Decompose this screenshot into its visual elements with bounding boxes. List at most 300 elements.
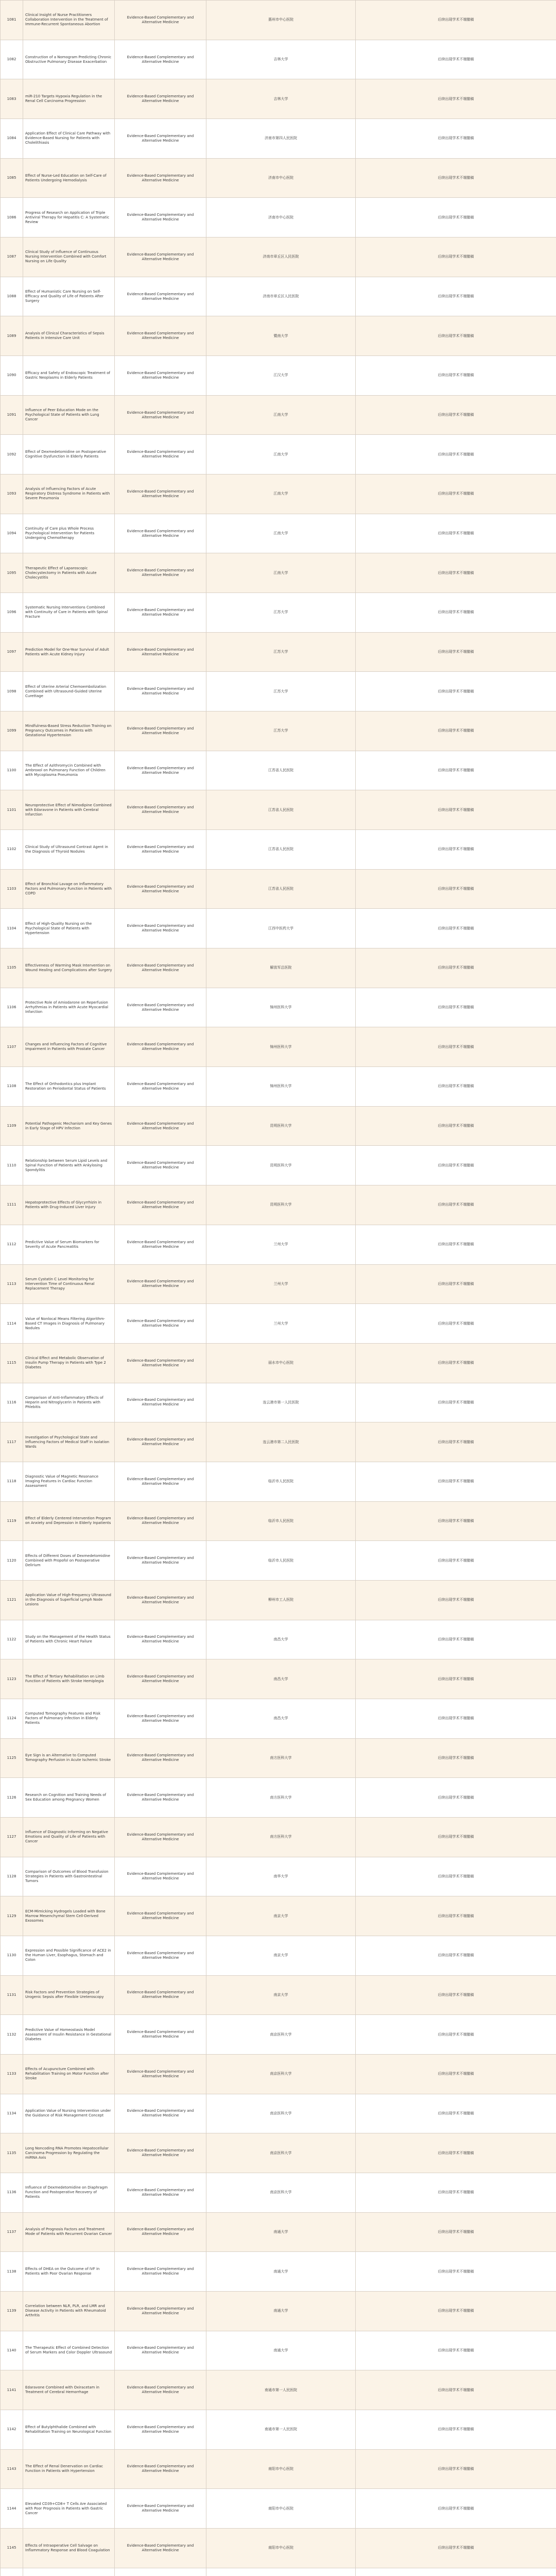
institution-name: 吉林大学 — [206, 79, 356, 119]
retraction-status: 后续出现学术不端撤稿 — [356, 2449, 556, 2489]
institution-name: 锦州医科大学 — [206, 988, 356, 1027]
institution-name: 临沂市人民医院 — [206, 1501, 356, 1541]
paper-title: The Effect of Azithromycin Combined with Ambroxol on Pulmonary Function of Children with Mycoplasma Pneumonia — [23, 751, 115, 790]
paper-title: Computed Tomography Features and Risk Factors of Pulmonary Infection in Elderly Patients — [23, 1699, 115, 1738]
paper-title: Investigation of Psychological State and Influencing Factors of Medical Staff in Isolation Wards — [23, 1422, 115, 1462]
table-row — [1, 711, 556, 751]
retraction-status: 后续出现学术不端撤稿 — [356, 909, 556, 948]
row-number: 1095 — [1, 553, 23, 593]
row-number: 1138 — [1, 2252, 23, 2292]
table-row — [1, 1699, 556, 1738]
table-row — [1, 2252, 556, 2292]
retraction-status: 后续出现学术不端撤稿 — [356, 2370, 556, 2410]
institution-name: 江苏省人民医院 — [206, 790, 356, 830]
row-number: 1109 — [1, 1106, 23, 1146]
paper-title: The Effect of Renal Denervation on Cardiac Function in Patients with Hypertension — [23, 2449, 115, 2489]
paper-title: Correlation between NLR, PLR, and LMR and Disease Activity in Patients with Rheumatoid Arthritis — [23, 2291, 115, 2331]
journal-name: Evidence-Based Complementary and Alternative Medicine — [115, 1501, 206, 1541]
institution-name — [206, 2568, 356, 2576]
institution-name: 南京大学 — [206, 1975, 356, 2015]
retraction-status: 后续出现学术不端撤稿 — [356, 40, 556, 79]
institution-name: 江南大学 — [206, 395, 356, 435]
journal-name: Evidence-Based Complementary and Alternative Medicine — [115, 2410, 206, 2449]
row-number: 1135 — [1, 2133, 23, 2173]
row-number: 1123 — [1, 1659, 23, 1699]
row-number: 1106 — [1, 988, 23, 1027]
paper-title: Study on the Management of the Health Status of Patients with Chronic Heart Failure — [23, 1620, 115, 1659]
institution-name: 兰州大学 — [206, 1225, 356, 1264]
retraction-status: 后续出现学术不端撤稿 — [356, 869, 556, 909]
journal-name: Evidence-Based Complementary and Alternative Medicine — [115, 435, 206, 474]
paper-title: Effects of DHEA on the Outcome of IVF in Patients with Poor Ovarian Response — [23, 2252, 115, 2292]
institution-name: 南通大学 — [206, 2331, 356, 2370]
journal-name: Evidence-Based Complementary and Alternative Medicine — [115, 632, 206, 672]
row-number: 1090 — [1, 356, 23, 396]
journal-name: Evidence-Based Complementary and Alternative Medicine — [115, 1778, 206, 1818]
journal-name: Evidence-Based Complementary and Alternative Medicine — [115, 1422, 206, 1462]
row-number: 1104 — [1, 909, 23, 948]
journal-name — [115, 2568, 206, 2576]
paper-title: Changes and Influencing Factors of Cognitive Impairment in Patients with Prostate Cancer — [23, 1027, 115, 1067]
institution-name: 南京医科大学 — [206, 2173, 356, 2212]
retraction-status: 后续出现学术不端撤稿 — [356, 751, 556, 790]
row-number: 1132 — [1, 2015, 23, 2055]
row-number: 1137 — [1, 2212, 23, 2252]
table-row — [1, 1462, 556, 1501]
institution-name: 南京大学 — [206, 1936, 356, 1975]
paper-title: Systematic Nursing Interventions Combined with Continuity of Care in Patients with Spinal Fracture — [23, 593, 115, 633]
institution-name: 兰州大学 — [206, 1304, 356, 1344]
institution-name: 南方医科大学 — [206, 1738, 356, 1778]
paper-title: The Therapeutic Effect of Combined Detection of Serum Markers and Color Doppler Ultrasound — [23, 2331, 115, 2370]
table-row — [1, 514, 556, 553]
retraction-status: 后续出现学术不端撤稿 — [356, 1541, 556, 1581]
paper-title: Construction of a Nomogram Predicting Chronic Obstructive Pulmonary Disease Exacerbation — [23, 40, 115, 79]
table-row — [1, 356, 556, 396]
journal-name: Evidence-Based Complementary and Alternative Medicine — [115, 238, 206, 277]
institution-name: 连云港市第二人民医院 — [206, 1422, 356, 1462]
paper-title: Clinical Effect and Metabolic Observation of Insulin Pump Therapy in Patients with Type 2 Diabetes — [23, 1343, 115, 1383]
retraction-status: 后续出现学术不端撤稿 — [356, 2133, 556, 2173]
journal-name: Evidence-Based Complementary and Alternative Medicine — [115, 1936, 206, 1975]
journal-name: Evidence-Based Complementary and Alternative Medicine — [115, 1383, 206, 1422]
row-number: 1127 — [1, 1817, 23, 1857]
row-number: 1108 — [1, 1067, 23, 1107]
institution-name: 江汉大学 — [206, 356, 356, 396]
retraction-status: 后续出现学术不端撤稿 — [356, 2489, 556, 2529]
table-row — [1, 2449, 556, 2489]
table-row — [1, 1304, 556, 1344]
institution-name: 江南大学 — [206, 553, 356, 593]
row-number: 1144 — [1, 2489, 23, 2529]
journal-name: Evidence-Based Complementary and Alternative Medicine — [115, 1067, 206, 1107]
journal-name: Evidence-Based Complementary and Alternative Medicine — [115, 474, 206, 514]
journal-name: Evidence-Based Complementary and Alternative Medicine — [115, 2291, 206, 2331]
table-row — [1, 1817, 556, 1857]
paper-title: Application Effect of Clinical Care Pathway with Evidence-Based Nursing for Patients with Cholelithiasis — [23, 119, 115, 159]
retraction-status: 后续出现学术不端撤稿 — [356, 277, 556, 316]
table-row — [1, 474, 556, 514]
paper-title: Effect of Humanistic Care Nursing on Self-Efficacy and Quality of Life of Patients After Surgery — [23, 277, 115, 316]
institution-name: 南华大学 — [206, 1857, 356, 1896]
paper-title: Elevated CD39+CD8+ T Cells Are Associated with Poor Prognosis in Patients with Gastric Cancer — [23, 2489, 115, 2529]
journal-name: Evidence-Based Complementary and Alternative Medicine — [115, 316, 206, 356]
paper-title: Research on Cognition and Training Needs of Sex Education among Pregnancy Women — [23, 1778, 115, 1818]
retraction-status: 后续出现学术不端撤稿 — [356, 1, 556, 40]
table-row — [1, 2529, 556, 2568]
paper-title: Hepatoprotective Effects of Glycyrrhizin in Patients with Drug-Induced Liver Injury — [23, 1185, 115, 1225]
table-row — [1, 2054, 556, 2094]
journal-name: Evidence-Based Complementary and Alternative Medicine — [115, 2331, 206, 2370]
institution-name: 南阳市中心医院 — [206, 2449, 356, 2489]
paper-title: Comparison of Outcomes of Blood Transfusion Strategies in Patients with Gastrointestinal Tumors — [23, 1857, 115, 1896]
row-number: 1116 — [1, 1383, 23, 1422]
paper-title: Effect of Butylphthalide Combined with Rehabilitation Training on Neurological Function — [23, 2410, 115, 2449]
row-number: 1131 — [1, 1975, 23, 2015]
institution-name: 南昌大学 — [206, 1699, 356, 1738]
retraction-status: 后续出现学术不端撤稿 — [356, 1146, 556, 1185]
table-row — [1, 672, 556, 711]
paper-title: Risk Factors and Prevention Strategies of Urogenic Sepsis after Flexible Ureteroscopy — [23, 1975, 115, 2015]
row-number: 1105 — [1, 948, 23, 988]
table-row — [1, 79, 556, 119]
paper-title: Clinical Study of Ultrasound Contrast Agent in the Diagnosis of Thyroid Nodules — [23, 830, 115, 870]
institution-name: 江苏大学 — [206, 593, 356, 633]
institution-name: 南京医科大学 — [206, 2094, 356, 2133]
journal-name: Evidence-Based Complementary and Alternative Medicine — [115, 40, 206, 79]
retraction-status: 后续出现学术不端撤稿 — [356, 119, 556, 159]
row-number: 1136 — [1, 2173, 23, 2212]
row-number: 1083 — [1, 79, 23, 119]
row-number: 1115 — [1, 1343, 23, 1383]
paper-title: Mindfulness-Based Stress Reduction Training on Pregnancy Outcomes in Patients with Gestational Hypertension — [23, 711, 115, 751]
journal-name: Evidence-Based Complementary and Alternative Medicine — [115, 2370, 206, 2410]
institution-name: 解放军总医院 — [206, 948, 356, 988]
row-number: 1126 — [1, 1778, 23, 1818]
retraction-status: 后续出现学术不端撤稿 — [356, 356, 556, 396]
table-row — [1, 2370, 556, 2410]
row-number: 1087 — [1, 238, 23, 277]
table-row — [1, 1936, 556, 1975]
table-row — [1, 1857, 556, 1896]
table-row — [1, 119, 556, 159]
paper-title: Value of Nonlocal Means Filtering Algorithm-Based CT Images in Diagnosis of Pulmonary Nodules — [23, 1304, 115, 1344]
retraction-status: 后续出现学术不端撤稿 — [356, 1067, 556, 1107]
institution-name: 江苏省人民医院 — [206, 869, 356, 909]
journal-name: Evidence-Based Complementary and Alternative Medicine — [115, 1304, 206, 1344]
table-row — [1, 277, 556, 316]
retraction-status: 后续出现学术不端撤稿 — [356, 1106, 556, 1146]
retraction-status: 后续出现学术不端撤稿 — [356, 2054, 556, 2094]
paper-title: Effect of Elderly Centered Intervention Program on Anxiety and Depression in Elderly Inpatients — [23, 1501, 115, 1541]
table-row — [1, 1738, 556, 1778]
journal-name: Evidence-Based Complementary and Alternative Medicine — [115, 909, 206, 948]
institution-name: 南京大学 — [206, 1896, 356, 1936]
retraction-status: 后续出现学术不端撤稿 — [356, 2291, 556, 2331]
paper-title: Long Noncoding RNA Promotes Hepatocellular Carcinoma Progression by Regulating the miRNA Axis — [23, 2133, 115, 2173]
table-row — [1, 869, 556, 909]
table-row — [1, 2568, 556, 2576]
table-row — [1, 1067, 556, 1107]
paper-title: Effect of Uterine Arterial Chemoembolization Combined with Ultrasound-Guided Uterine Curettage — [23, 672, 115, 711]
retraction-status: 后续出现学术不端撤稿 — [356, 198, 556, 238]
retraction-status: 后续出现学术不端撤稿 — [356, 1738, 556, 1778]
table-row — [1, 1620, 556, 1659]
institution-name: 江苏大学 — [206, 672, 356, 711]
paper-title: Efficacy and Safety of Endoscopic Treatment of Gastric Neoplasms in Elderly Patients — [23, 356, 115, 396]
table-row — [1, 2291, 556, 2331]
journal-name: Evidence-Based Complementary and Alternative Medicine — [115, 356, 206, 396]
journal-name: Evidence-Based Complementary and Alternative Medicine — [115, 553, 206, 593]
table-row — [1, 1501, 556, 1541]
table-row — [1, 2015, 556, 2055]
institution-name: 江西中医药大学 — [206, 909, 356, 948]
institution-name: 济南市中心医院 — [206, 198, 356, 238]
institution-name: 南京医科大学 — [206, 2015, 356, 2055]
retraction-status: 后续出现学术不端撤稿 — [356, 1343, 556, 1383]
retraction-status: 后续出现学术不端撤稿 — [356, 672, 556, 711]
table-row — [1, 1343, 556, 1383]
table-row — [1, 2212, 556, 2252]
table-row — [1, 2173, 556, 2212]
institution-name: 江南大学 — [206, 435, 356, 474]
retraction-status: 后续出现学术不端撤稿 — [356, 1580, 556, 1620]
journal-name: Evidence-Based Complementary and Alternative Medicine — [115, 593, 206, 633]
table-row — [1, 1778, 556, 1818]
institution-name: 丽水市中心医院 — [206, 1343, 356, 1383]
row-number: 1125 — [1, 1738, 23, 1778]
retraction-status: 后续出现学术不端撤稿 — [356, 2331, 556, 2370]
retraction-status: 后续出现学术不端撤稿 — [356, 1501, 556, 1541]
retraction-status: 后续出现学术不端撤稿 — [356, 1817, 556, 1857]
institution-name: 南方医科大学 — [206, 1817, 356, 1857]
table-row — [1, 1185, 556, 1225]
paper-title: miR-210 Targets Hypoxia Regulation in the Renal Cell Carcinoma Progression — [23, 79, 115, 119]
paper-title: Prediction Model for One-Year Survival of Adult Patients with Acute Kidney Injury — [23, 632, 115, 672]
institution-name: 锦州医科大学 — [206, 1027, 356, 1067]
row-number: 1112 — [1, 1225, 23, 1264]
institution-name: 江南大学 — [206, 474, 356, 514]
institution-name: 南通大学 — [206, 2291, 356, 2331]
journal-name: Evidence-Based Complementary and Alternative Medicine — [115, 751, 206, 790]
retraction-status: 后续出现学术不端撤稿 — [356, 632, 556, 672]
paper-title: ECM-Mimicking Hydrogels Loaded with Bone Marrow Mesenchymal Stem Cell-Derived Exosomes — [23, 1896, 115, 1936]
paper-title: Analysis of Clinical Characteristics of Sepsis Patients in Intensive Care Unit — [23, 316, 115, 356]
paper-title: Influence of Diagnostic Informing on Negative Emotions and Quality of Life of Patients with Cancer — [23, 1817, 115, 1857]
table-row — [1, 553, 556, 593]
paper-title: Expression and Possible Significance of ACE2 in the Human Liver, Esophagus, Stomach and Colon — [23, 1936, 115, 1975]
retraction-status: 后续出现学术不端撤稿 — [356, 2410, 556, 2449]
table-row — [1, 1, 556, 40]
table-row — [1, 751, 556, 790]
row-number: 1139 — [1, 2291, 23, 2331]
journal-name: Evidence-Based Complementary and Alternative Medicine — [115, 2529, 206, 2568]
row-number: 1128 — [1, 1857, 23, 1896]
table-row — [1, 2133, 556, 2173]
institution-name: 江苏大学 — [206, 632, 356, 672]
row-number: 1101 — [1, 790, 23, 830]
table-row — [1, 1422, 556, 1462]
journal-name: Evidence-Based Complementary and Alternative Medicine — [115, 1699, 206, 1738]
row-number — [1, 2568, 23, 2576]
retraction-status: 后续出现学术不端撤稿 — [356, 1422, 556, 1462]
paper-title: Protective Role of Amiodarone on Reperfusion Arrhythmias in Patients with Acute Myocardial Infarction — [23, 988, 115, 1027]
table-row — [1, 830, 556, 870]
retraction-status: 后续出现学术不端撤稿 — [356, 1027, 556, 1067]
retraction-status: 后续出现学术不端撤稿 — [356, 1264, 556, 1304]
table-row — [1, 1146, 556, 1185]
table-row — [1, 40, 556, 79]
table-row — [1, 2094, 556, 2133]
table-row — [1, 1896, 556, 1936]
row-number: 1117 — [1, 1422, 23, 1462]
table-row — [1, 1225, 556, 1264]
retraction-status: 后续出现学术不端撤稿 — [356, 1857, 556, 1896]
journal-name: Evidence-Based Complementary and Alternative Medicine — [115, 1185, 206, 1225]
row-number: 1111 — [1, 1185, 23, 1225]
journal-name: Evidence-Based Complementary and Alternative Medicine — [115, 830, 206, 870]
paper-title: Effect of Bronchial Lavage on Inflammatory Factors and Pulmonary Function in Patients with COPD — [23, 869, 115, 909]
institution-name: 济南市章丘区人民医院 — [206, 277, 356, 316]
institution-name: 惠州市中心医院 — [206, 1, 356, 40]
row-number: 1098 — [1, 672, 23, 711]
institution-name: 济南市章丘区人民医院 — [206, 238, 356, 277]
retraction-status: 后续出现学术不端撤稿 — [356, 1778, 556, 1818]
table-row — [1, 593, 556, 633]
retraction-status: 后续出现学术不端撤稿 — [356, 2173, 556, 2212]
paper-title: Clinical Study of Influence of Continuous Nursing Intervention Combined with Comfort Nursing on Life Quality — [23, 238, 115, 277]
institution-name: 济南市第四人民医院 — [206, 119, 356, 159]
journal-name: Evidence-Based Complementary and Alternative Medicine — [115, 1857, 206, 1896]
paper-title: Analysis of Prognosis Factors and Treatment Mode of Patients with Recurrent Ovarian Cancer — [23, 2212, 115, 2252]
retraction-status: 后续出现学术不端撤稿 — [356, 1383, 556, 1422]
retraction-status: 后续出现学术不端撤稿 — [356, 158, 556, 198]
journal-name: Evidence-Based Complementary and Alternative Medicine — [115, 1264, 206, 1304]
retraction-status: 后续出现学术不端撤稿 — [356, 2252, 556, 2292]
journal-name: Evidence-Based Complementary and Alternative Medicine — [115, 2449, 206, 2489]
institution-name: 柳州市工人医院 — [206, 1580, 356, 1620]
journal-name: Evidence-Based Complementary and Alternative Medicine — [115, 869, 206, 909]
retraction-status: 后续出现学术不端撤稿 — [356, 988, 556, 1027]
paper-title: Effects of Intraoperative Cell Salvage on Inflammatory Response and Blood Coagulation — [23, 2529, 115, 2568]
retraction-status: 后续出现学术不端撤稿 — [356, 514, 556, 553]
paper-title: Potential Pathogenic Mechanism and Key Genes in Early Stage of HPV Infection — [23, 1106, 115, 1146]
row-number: 1122 — [1, 1620, 23, 1659]
institution-name: 南昌大学 — [206, 1659, 356, 1699]
paper-title: Predictive Value of Homeostasis Model Assessment of Insulin Resistance in Gestational Diabetes — [23, 2015, 115, 2055]
row-number: 1097 — [1, 632, 23, 672]
institution-name: 南通大学 — [206, 2252, 356, 2292]
retraction-status: 后续出现学术不端撤稿 — [356, 474, 556, 514]
table-row — [1, 1383, 556, 1422]
journal-name: Evidence-Based Complementary and Alternative Medicine — [115, 1659, 206, 1699]
retraction-status: 后续出现学术不端撤稿 — [356, 316, 556, 356]
journal-name: Evidence-Based Complementary and Alternative Medicine — [115, 2094, 206, 2133]
paper-title: Influence of Dexmedetomidine on Diaphragm Function and Postoperative Recovery of Patients — [23, 2173, 115, 2212]
table-row — [1, 238, 556, 277]
institution-name: 兰州大学 — [206, 1264, 356, 1304]
institution-name: 连云港市第一人民医院 — [206, 1383, 356, 1422]
retraction-status: 后续出现学术不端撤稿 — [356, 1896, 556, 1936]
institution-name: 南通市第一人民医院 — [206, 2370, 356, 2410]
paper-title: Effectiveness of Warming Mask Intervention on Wound Healing and Complications after Surgery — [23, 948, 115, 988]
table-row — [1, 316, 556, 356]
journal-name: Evidence-Based Complementary and Alternative Medicine — [115, 1541, 206, 1581]
institution-name: 昆明医科大学 — [206, 1106, 356, 1146]
paper-title: Effects of Acupuncture Combined with Rehabilitation Training on Motor Function after Stroke — [23, 2054, 115, 2094]
row-number: 1092 — [1, 435, 23, 474]
table-row — [1, 1264, 556, 1304]
retraction-status: 后续出现学术不端撤稿 — [356, 1620, 556, 1659]
paper-title: Diagnostic Value of Magnetic Resonance Imaging Features in Cardiac Function Assessment — [23, 1462, 115, 1501]
journal-name: Evidence-Based Complementary and Alternative Medicine — [115, 1027, 206, 1067]
table-row — [1, 1027, 556, 1067]
paper-title: Relationship between Serum Lipid Levels and Spinal Function of Patients with Ankylosing Spondylitis — [23, 1146, 115, 1185]
journal-name: Evidence-Based Complementary and Alternative Medicine — [115, 2252, 206, 2292]
journal-name: Evidence-Based Complementary and Alternative Medicine — [115, 395, 206, 435]
paper-title: Continuity of Care plus Whole Process Psychological Intervention for Patients Undergoing Chemotherapy — [23, 514, 115, 553]
table-row — [1, 909, 556, 948]
paper-title: Application Value of High-Frequency Ultrasound in the Diagnosis of Superficial Lymph Node Lesions — [23, 1580, 115, 1620]
paper-title: Serum Cystatin C Level Monitoring for Intervention Time of Continuous Renal Replacement Therapy — [23, 1264, 115, 1304]
paper-title: Edaravone Combined with Oxiracetam in Treatment of Cerebral Hemorrhage — [23, 2370, 115, 2410]
table-row — [1, 198, 556, 238]
row-number: 1103 — [1, 869, 23, 909]
table-row — [1, 1541, 556, 1581]
journal-name: Evidence-Based Complementary and Alternative Medicine — [115, 158, 206, 198]
paper-title: Progress of Research on Application of Triple Antiviral Therapy for Hepatitis C: A Systematic Review — [23, 198, 115, 238]
institution-name: 锦州医科大学 — [206, 1067, 356, 1107]
institution-name: 济南市中心医院 — [206, 158, 356, 198]
institution-name: 江苏大学 — [206, 711, 356, 751]
row-number: 1145 — [1, 2529, 23, 2568]
institution-name: 南京医科大学 — [206, 2054, 356, 2094]
retraction-status: 后续出现学术不端撤稿 — [356, 2529, 556, 2568]
row-number: 1118 — [1, 1462, 23, 1501]
row-number: 1119 — [1, 1501, 23, 1541]
row-number: 1088 — [1, 277, 23, 316]
paper-title: Predictive Value of Serum Biomarkers for Severity of Acute Pancreatitis — [23, 1225, 115, 1264]
retraction-status: 后续出现学术不端撤稿 — [356, 238, 556, 277]
table-row — [1, 2410, 556, 2449]
journal-name: Evidence-Based Complementary and Alternative Medicine — [115, 1462, 206, 1501]
journal-name: Evidence-Based Complementary and Alternative Medicine — [115, 1975, 206, 2015]
table-row — [1, 2331, 556, 2370]
journal-name: Evidence-Based Complementary and Alternative Medicine — [115, 672, 206, 711]
retraction-status: 后续出现学术不端撤稿 — [356, 1699, 556, 1738]
institution-name: 昆明医科大学 — [206, 1146, 356, 1185]
table-body — [1, 1, 556, 2576]
row-number: 1113 — [1, 1264, 23, 1304]
paper-title: Effects of Different Doses of Dexmedetomidine Combined with Propofol on Postoperative Delirium — [23, 1541, 115, 1581]
journal-name: Evidence-Based Complementary and Alternative Medicine — [115, 2133, 206, 2173]
institution-name: 南阳市中心医院 — [206, 2489, 356, 2529]
journal-name: Evidence-Based Complementary and Alternative Medicine — [115, 79, 206, 119]
journal-name: Evidence-Based Complementary and Alternative Medicine — [115, 1896, 206, 1936]
row-number: 1120 — [1, 1541, 23, 1581]
institution-name: 江南大学 — [206, 514, 356, 553]
institution-name: 南昌大学 — [206, 1620, 356, 1659]
retraction-status: 后续出现学术不端撤稿 — [356, 1225, 556, 1264]
retraction-status: 后续出现学术不端撤稿 — [356, 395, 556, 435]
retraction-status: 后续出现学术不端撤稿 — [356, 2094, 556, 2133]
institution-name: 南京医科大学 — [206, 2133, 356, 2173]
table-row — [1, 435, 556, 474]
journal-name: Evidence-Based Complementary and Alternative Medicine — [115, 2212, 206, 2252]
journal-name: Evidence-Based Complementary and Alternative Medicine — [115, 1620, 206, 1659]
journal-name: Evidence-Based Complementary and Alternative Medicine — [115, 2173, 206, 2212]
paper-title: Influence of Peer Education Mode on the Psychological State of Patients with Lung Cancer — [23, 395, 115, 435]
